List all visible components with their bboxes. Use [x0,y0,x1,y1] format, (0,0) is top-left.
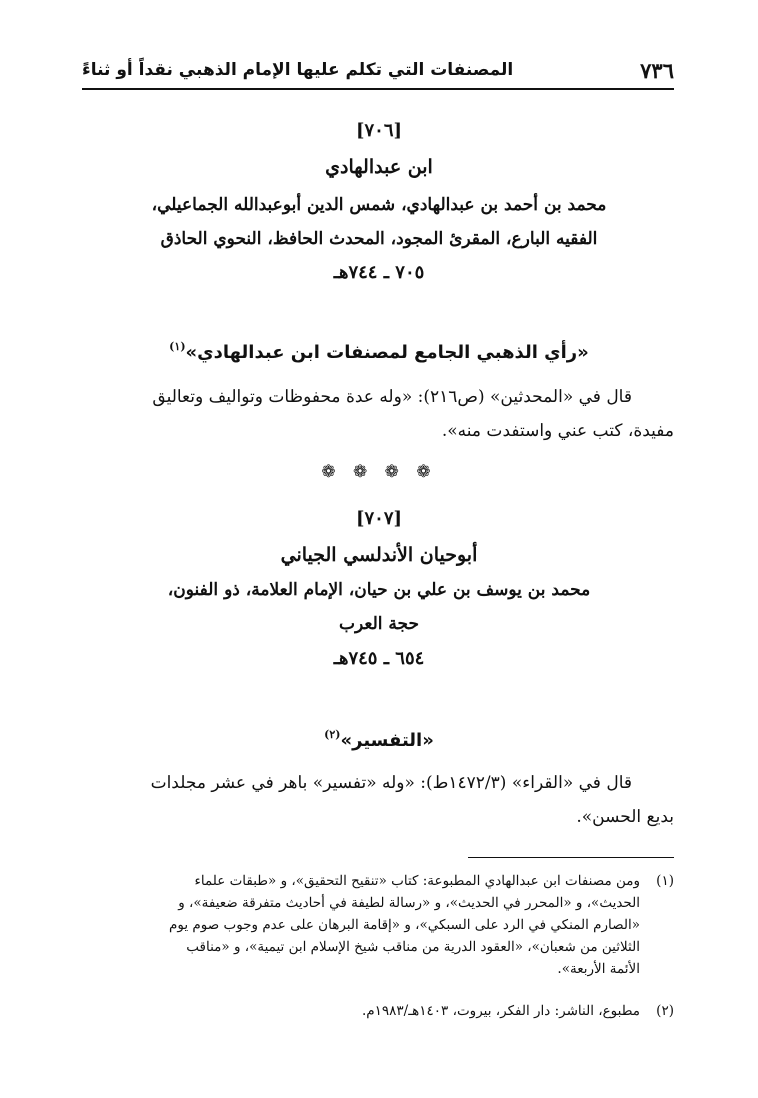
entry-706-number: [٧٠٦] [355,120,403,141]
footnote-divider [468,857,674,858]
footnote-ref-2: (٢) [324,728,341,741]
running-title: المصنفات التي تكلم عليها الإمام الذهبي نقداً أو ثناءً [82,60,514,80]
entry-706-name: ابن عبدالهادي [325,156,433,178]
page-number: ٧٣٦ [640,58,674,83]
entry-706-fullname-line1: محمد بن أحمد بن عبدالهادي، شمس الدين أبوعبدالله الجماعيلي، [151,195,607,215]
footnote-2 [82,1000,674,1022]
footnote-1-line: الأئمة الأربعة». [557,961,640,977]
footnote-2-number: (٢) [656,1003,674,1019]
entry-707-number: [٧٠٧] [355,508,403,529]
entry-707-para-line2: بديع الحسن». [576,807,674,827]
running-header [82,58,674,90]
footnote-1-line: الحديث»، و «المحرر في الحديث»، و «رسالة لطيفة في أحاديث متفرقة ضعيفة»، و [178,895,640,911]
entry-707-heading [70,728,688,751]
footnote-2-line: مطبوع، الناشر: دار الفكر، بيروت، ١٤٠٣هـ/١٩٨٣م. [362,1003,640,1019]
footnote-1-number: (١) [656,873,674,889]
footnote-1-line: «الصارم المنكي في الرد على السبكي»، و «إقامة البرهان على عدم وجوب صوم يوم [169,917,640,933]
entry-707-heading-text: «التفسير» [340,730,434,751]
footnote-2-body [82,1000,640,1022]
entry-707-fullname-line2: حجة العرب [338,614,419,634]
entry-707-dates: ٦٥٤ ـ ٧٤٥هـ [333,648,425,669]
entry-706-heading-text: «رأي الذهبي الجامع لمصنفات ابن عبدالهادي» [185,342,589,363]
entry-706-heading [70,340,688,363]
entry-707-para-line1: قال في «القراء» (١٤٧٢/٣ط): «وله «تفسير» باهر في عشر مجلدات [150,773,632,793]
entry-707-fullname-line1: محمد بن يوسف بن علي بن حيان، الإمام العلامة، ذو الفنون، [167,580,591,600]
entry-706-para-line2: مفيدة، كتب عني واستفدت منه». [441,421,674,441]
footnote-1-line: الثلاثين من شعبان»، «العقود الدرية من مناقب شيخ الإسلام ابن تيمية»، و «مناقب [186,939,640,955]
footnote-ref-1: (١) [169,340,186,353]
footnote-1-body [82,870,640,980]
entry-706-fullname-line2: الفقيه البارع، المقرئ المجود، المحدث الحافظ، النحوي الحاذق [160,229,598,249]
entry-706-paragraph [82,380,674,448]
entry-706-dates: ٧٠٥ ـ ٧٤٤هـ [333,262,425,283]
entry-706-para-line1: قال في «المحدثين» (ص٢١٦): «وله عدة محفوظات وتواليف وتعاليق [152,387,632,407]
section-separator: ❁ ❁ ❁ ❁ [321,462,437,482]
entry-707-name: أبوحيان الأندلسي الجياني [280,544,478,566]
entry-707-paragraph [82,766,674,834]
footnote-1 [82,870,674,980]
footnote-1-line: ومن مصنفات ابن عبدالهادي المطبوعة: كتاب «تنقيح التحقيق»، و «طبقات علماء [194,873,640,889]
